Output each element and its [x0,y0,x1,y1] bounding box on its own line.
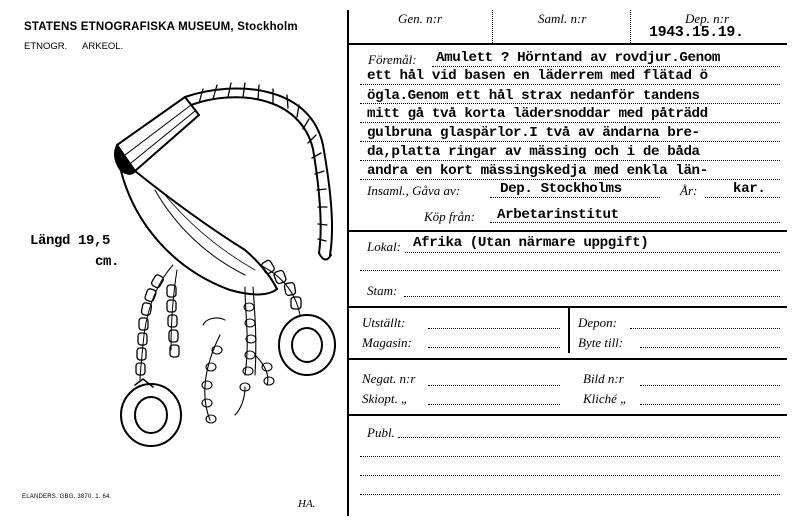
publ-rule-1 [398,437,780,438]
header-divider [347,43,787,45]
museum-city: Stockholm [237,21,298,33]
museum-header [24,21,298,33]
skiopt-rule [428,404,560,405]
lokal-label: Lokal: [367,239,401,254]
foremal-rule-3 [360,103,780,104]
divider-1 [347,230,787,232]
foremal-line-7: andra en kort mässingskedja med enkla län- [367,163,708,179]
foremal-rule-4 [360,122,780,123]
publ-label: Publ. [367,425,395,440]
header-sep-2 [630,10,631,43]
publ-rule-4 [360,494,780,495]
insaml-value: Dep. Stockholms [500,181,622,197]
bild-rule [640,385,780,386]
publ-rule-3 [360,475,780,476]
foremal-line-3: ögla.Genom ett hål strax nedanför tandens [367,88,700,104]
kliche-label: Kliché „ [583,391,628,406]
utstallt-rule [428,328,560,329]
kop-value: Arbetarinstitut [497,207,619,223]
divider-2 [347,306,787,308]
publ-rule-2 [360,456,780,457]
utstallt-label: Utställt: [362,315,406,330]
divider-3 [347,358,787,360]
byte-label: Byte till: [578,335,624,350]
bild-label: Bild n:r [583,371,624,386]
foremal-label: Föremål: [368,52,417,67]
depon-rule [630,328,780,329]
lokal-rule-1 [405,252,780,253]
length-note-line1: Längd 19,5 [30,233,111,249]
insaml-label: Insaml., Gåva av: [367,183,461,198]
lokal-value: Afrika (Utan närmare uppgift) [413,235,649,251]
amulet-drawing [95,75,355,465]
foremal-rule-5 [360,141,780,142]
length-note-line2: cm. [95,254,120,270]
header-sep-1 [492,10,493,43]
negat-rule [428,385,560,386]
stam-label: Stam: [367,283,398,298]
insaml-rule [490,197,660,198]
foremal-rule-2 [360,84,780,85]
byte-rule [640,347,780,348]
printer-imprint: ELANDERS. GBG. 3870. 1. 64. [22,494,112,500]
kliche-rule [640,404,780,405]
foremal-rule-7 [360,179,780,180]
ar-rule [705,197,780,198]
kop-label: Köp från: [424,209,475,224]
gen-label: Gen. n:r [398,11,443,26]
foremal-line-4: mitt gå två korta lädersnoddar med påträdd [367,106,708,122]
card-left-border [347,10,349,516]
dep-value: 1943.15.19. [649,24,744,41]
foremal-line-5: gulbruna glaspärlor.I två av ändarna bre- [367,125,700,141]
magasin-label: Magasin: [362,335,412,350]
stam-rule [404,296,780,297]
kop-rule [490,222,780,223]
foremal-rule-6 [360,160,780,161]
foremal-line-1: Amulett ? Hörntand av rovdjur.Genom [436,50,720,66]
storage-col-sep [568,306,570,353]
department-archeo: ARKEOL. [82,41,124,52]
foremal-line-2: ett hål vid basen en läderrem med flätad ö [367,68,708,84]
ar-label: År: [680,183,698,198]
department-ethno: ETNOGR. [24,41,68,52]
foremal-line-6: da,platta ringar av mässing och i de båda [367,144,700,160]
cataloguer-initials: HA. [298,498,316,510]
negat-label: Negat. n:r [362,371,416,386]
lokal-rule-2 [360,270,780,271]
ar-value: kar. [733,181,766,197]
skiopt-label: Skiopt. „ [362,391,409,406]
foremal-rule-1 [432,66,780,67]
saml-label: Saml. n:r [538,11,587,26]
depon-label: Depon: [578,315,617,330]
department-line [24,41,123,52]
magasin-rule [428,347,560,348]
divider-4 [347,414,787,416]
museum-name: STATENS ETNOGRAFISKA MUSEUM, [24,21,234,33]
dep-label: Dep. n:r [685,11,730,26]
